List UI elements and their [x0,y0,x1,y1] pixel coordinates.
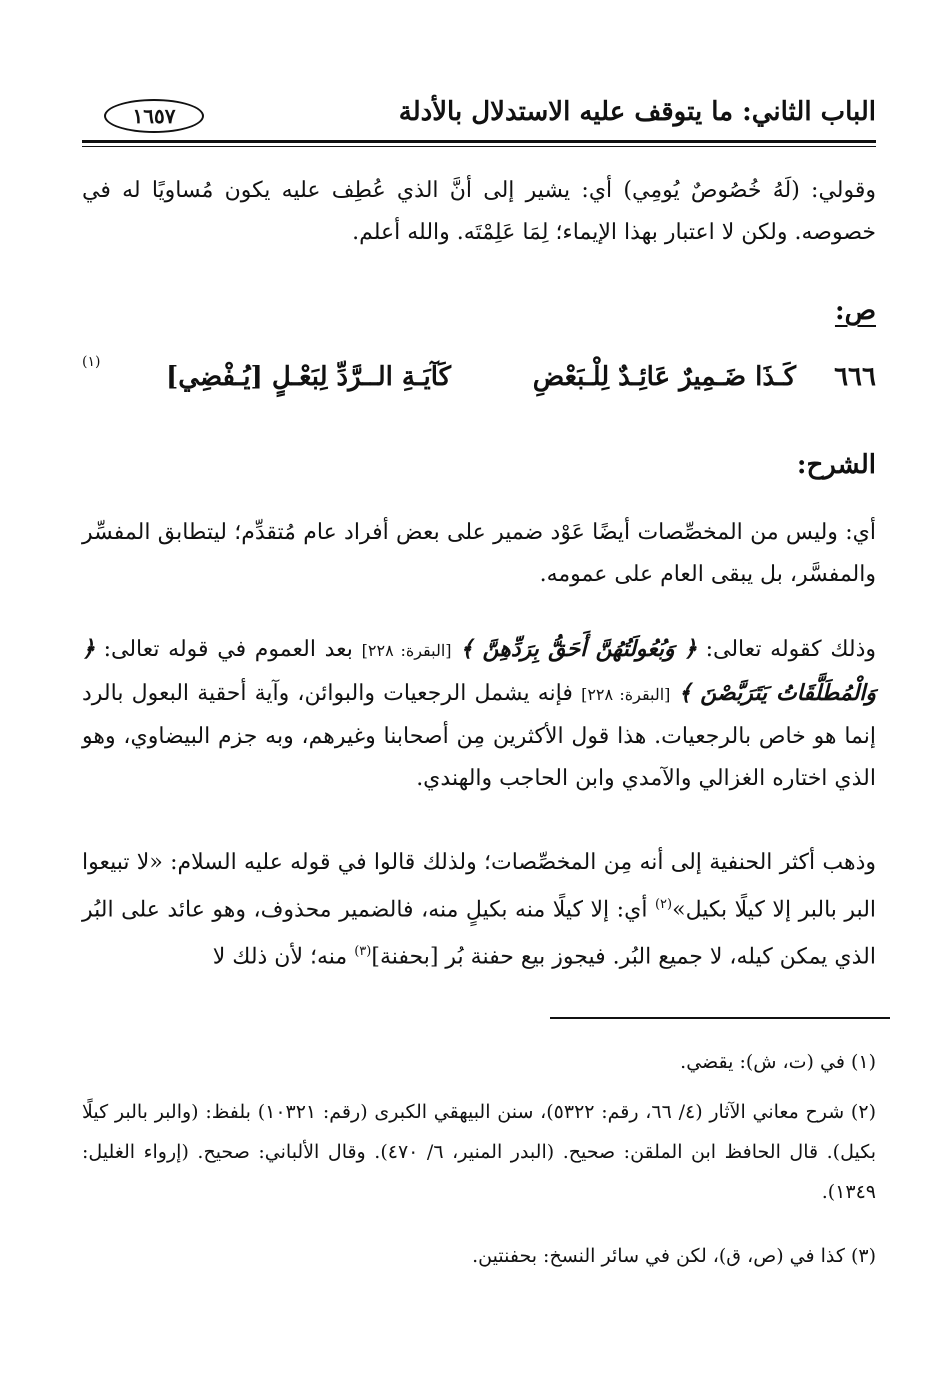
verse-line [82,354,876,402]
paragraph-4 [82,842,876,979]
quran-quote-2: ﴿ وَالْمُطَلَّقَاتُ يَتَرَبَّصْنَ ﴾ [82,636,877,706]
paragraph-1: وقولي: (لَهُ خُصُوصٌ يُومِي) أي: يشير إلى أنَّ الذي عُطِف عليه يكون مُساويًا له في خصوصه. ولكن لا اعتبار بهذا الإيماء؛ لِمَا عَلِمْتَه. والله أعلم. [82,178,876,245]
p4-part-b: أي: إلا كيلًا منه بكيلٍ منه، فالضمير محذوف، وهو عائد على البُر الذي يمكن كيله، لا جميع البُر. فيجوز بيع حفنة بُر [بحفنة] [82,897,876,970]
footnote-3: (٣) كذا في (ص، ق)، لكن في سائر النسخ: بحفنتين. [472,1245,876,1267]
footnote-marker-2: (٢) [654,897,673,912]
page-header [82,95,876,135]
footnote-2: (٢) شرح معاني الآثار (٤/ ٦٦، رقم: ٥٣٢٢)، سنن البيهقي الكبرى (رقم: ١٠٣٢١) بلفظ: (والبر بالبر كيلًا بكيل). قال الحافظ ابن الملقن: صحيح. (البدر المنير، ٦/ ٤٧٠). وقال الألباني: صحيح. (إرواء الغليل: ١٣٤٩). [82,1101,876,1203]
quran-quote-1: ﴿ وَبُعُولَتُهُنَّ أَحَقُّ بِرَدِّهِنَّ ﴾ [460,636,697,662]
p3-rest: فإنه يشمل الرجعيات والبوائن، وآية أحقية البعول بالرد إنما هو خاص بالرجعيات. هذا قول الأكثرين مِن أصحابنا وغيرهم، وبه جزم البيضاوي، وهو الذي اختاره الغزالي والآمدي وابن الحاجب والهندي. [82,681,876,791]
footnote-separator [550,1017,890,1019]
header-rule-thin [82,146,876,147]
p3-intro: وذلك كقوله تعالى: [705,637,877,662]
page-number-badge: ١٦٥٧ [104,99,204,133]
footnote-1: (١) في (ت، ش): يقضي. [680,1051,876,1073]
sharh-heading: الشرح: [796,450,876,480]
p4-part-a: وذهب أكثر الحنفية إلى أنه مِن المخصِّصات؛ ولذلك قالوا في قوله عليه السلام: «لا تبيعوا البر بالبر إلا كيلًا بكيل» [82,850,877,923]
p3-middle: بعد العموم في قوله تعالى: [103,637,353,662]
verse-first-hemistich: كَـذَا ضَـمِيرٌ عَائِـدٌ لِلْـبَعْضِ [532,362,796,392]
verse-footnote-marker: (١) [82,354,101,370]
sad-heading [835,296,876,326]
p4-part-c: منه؛ لأن ذلك لا [212,944,348,970]
sad-heading-text: ص: [834,296,876,326]
footnote-marker-3: (٣) [354,944,372,960]
quran-ref-1: [البقرة: ٢٢٨] [361,641,452,660]
paragraph-2: أي: وليس من المخصِّصات أيضًا عَوْد ضمير على بعض أفراد عام مُتقدِّم؛ ليتطابق المفسِّر والمفسَّر، بل يبقى العام على عمومه. [82,520,876,587]
paragraph-3 [82,628,876,800]
verse-number: ٦٦٦ [834,362,876,392]
verse-second-hemistich: كَآيَـةِ الــرَّدِّ لِبَعْـلٍ [يُـفْضِي] [166,362,451,392]
chapter-title: الباب الثاني: ما يتوقف عليه الاستدلال بالأدلة [398,97,876,127]
header-rule-thick [82,140,876,143]
quran-ref-2: [البقرة: ٢٢٨] [581,685,671,704]
